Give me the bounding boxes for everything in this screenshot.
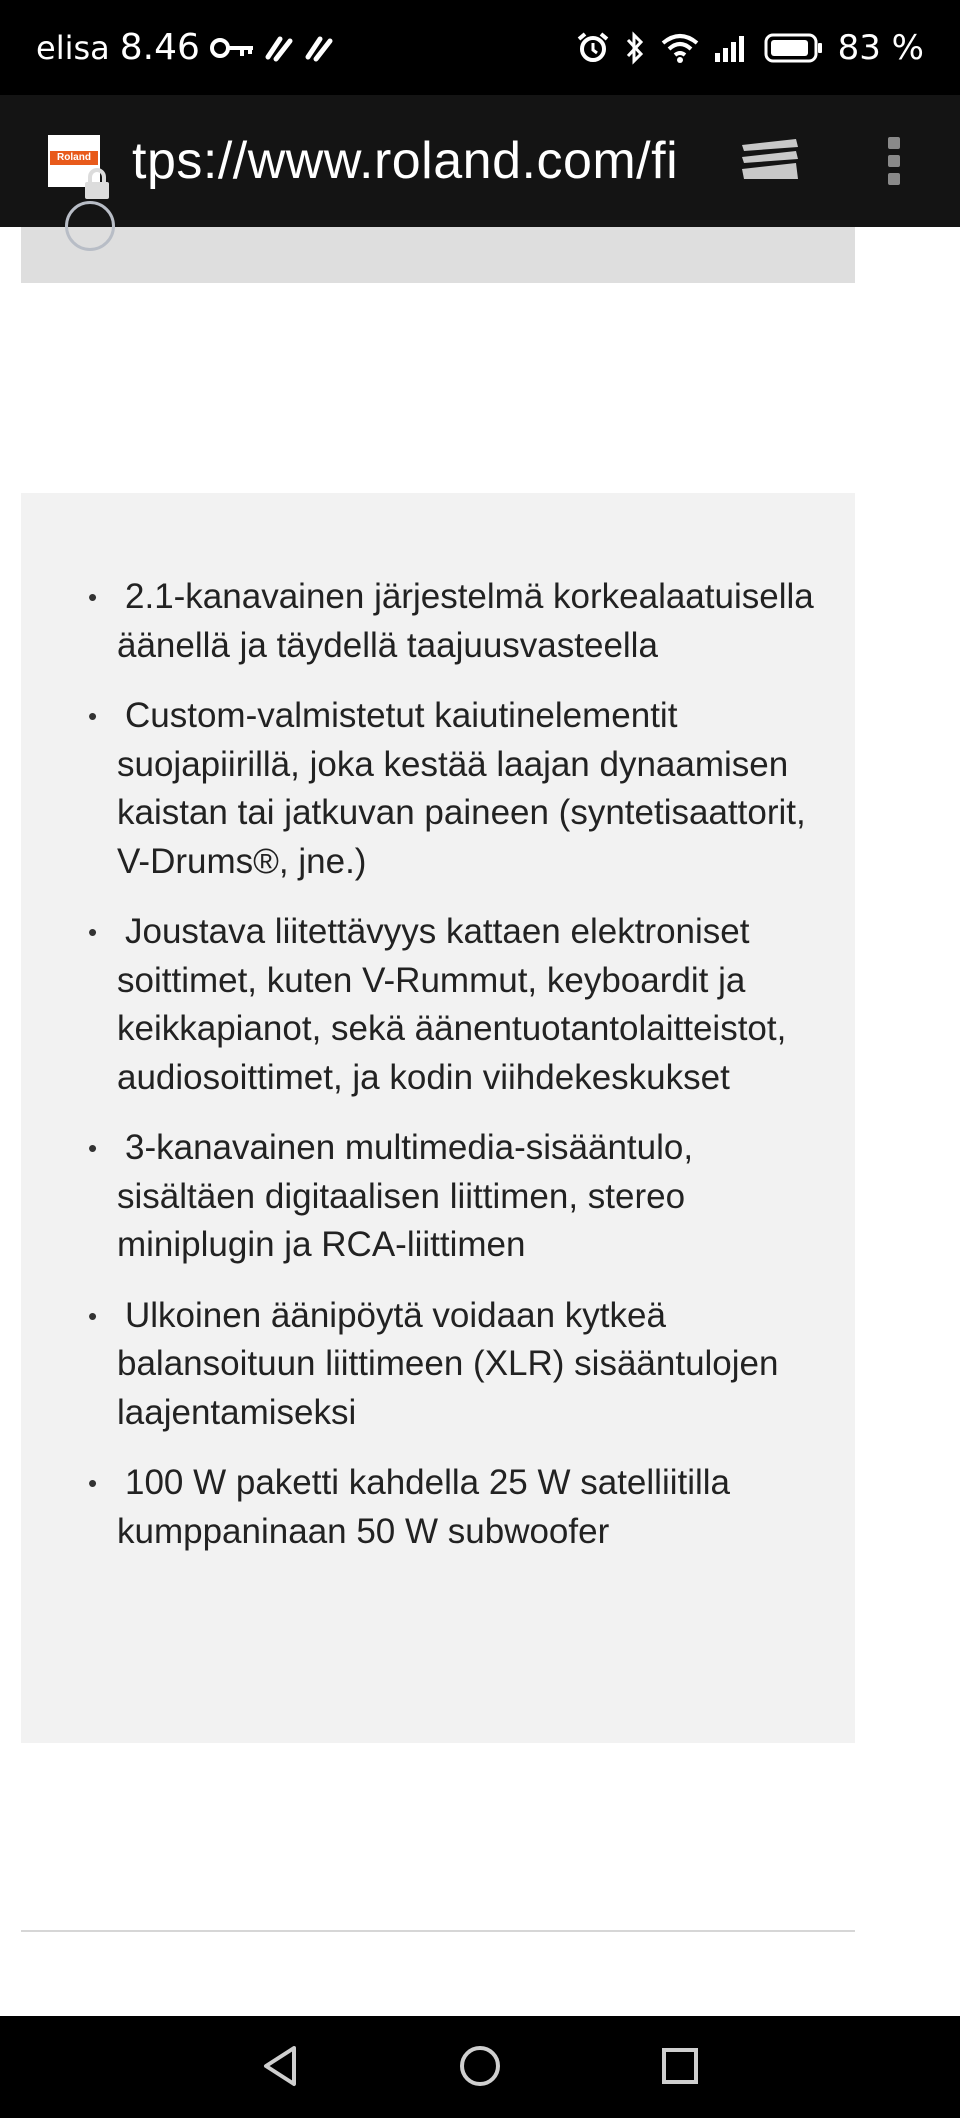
recents-icon <box>660 2046 700 2090</box>
list-item <box>66 1292 826 1438</box>
radio-indicator[interactable] <box>65 201 115 251</box>
status-left <box>36 27 334 68</box>
alarm-icon <box>576 31 610 65</box>
feature-text: Custom-valmistetut kaiutinelementit suojapiirillä, joka kestää laajan dynaamisen kaistan tai jatkuvan paineen (syntetisaattorit, V-Drums®, jne.) <box>117 696 806 881</box>
status-right <box>576 28 924 68</box>
feature-text: 100 W paketti kahdella 25 W satelliitilla kumppaninaan 50 W subwoofer <box>117 1463 731 1551</box>
url-field[interactable]: tps://www.roland.com/fi <box>132 132 679 190</box>
features-list <box>66 573 826 1578</box>
list-item <box>66 692 826 886</box>
browser-toolbar <box>0 95 960 227</box>
data-saver-icon <box>304 33 334 63</box>
data-saver-icon <box>264 33 294 63</box>
back-icon <box>260 2044 300 2092</box>
site-favicon[interactable] <box>48 135 100 187</box>
list-item <box>66 1459 826 1556</box>
battery-percentage: 83 % <box>837 27 924 68</box>
navigation-bar <box>0 2016 960 2118</box>
recents-button[interactable] <box>658 2046 702 2090</box>
menu-dot <box>888 155 900 167</box>
previous-section <box>21 227 855 283</box>
wifi-icon <box>660 32 700 64</box>
feature-text: 3-kanavainen multimedia-sisääntulo, sisältäen digitaalisen liittimen, stereo miniplugin ja RCA-liittimen <box>117 1128 694 1264</box>
feature-text: Ulkoinen äänipöytä voidaan kytkeä balansoituun liittimeen (XLR) sisääntulojen laajentamiseksi <box>117 1295 779 1432</box>
lock-icon <box>80 167 114 201</box>
vpn-key-icon <box>210 35 254 61</box>
list-item <box>66 908 826 1102</box>
feature-text: 2.1-kanavainen järjestelmä korkealaatuisella äänellä ja täydellä taajuusvasteella <box>117 577 814 665</box>
tabs-icon <box>738 135 802 187</box>
menu-dot <box>888 173 900 185</box>
tabs-button[interactable] <box>738 133 802 189</box>
bluetooth-icon <box>624 31 646 65</box>
home-icon <box>458 2044 502 2092</box>
status-bar <box>0 0 960 95</box>
back-button[interactable] <box>258 2046 302 2090</box>
feature-text: Joustava liitettävyys kattaen elektroniset soittimet, kuten V-Rummut, keyboardit ja keikkapianot, sekä äänentuotantolaitteistot, audiosoittimet, ja kodin viihdekeskukset <box>117 912 787 1097</box>
roland-logo: Roland <box>50 151 98 165</box>
battery-icon <box>764 32 824 64</box>
overflow-menu-button[interactable] <box>884 133 904 189</box>
clock: 8.46 <box>119 27 200 68</box>
signal-icon <box>714 33 750 63</box>
list-item <box>66 1124 826 1270</box>
section-divider <box>21 1930 855 1932</box>
menu-dot <box>888 137 900 149</box>
features-panel <box>21 493 855 1743</box>
carrier-name: elisa <box>36 28 110 67</box>
list-item <box>66 573 826 670</box>
home-button[interactable] <box>458 2046 502 2090</box>
